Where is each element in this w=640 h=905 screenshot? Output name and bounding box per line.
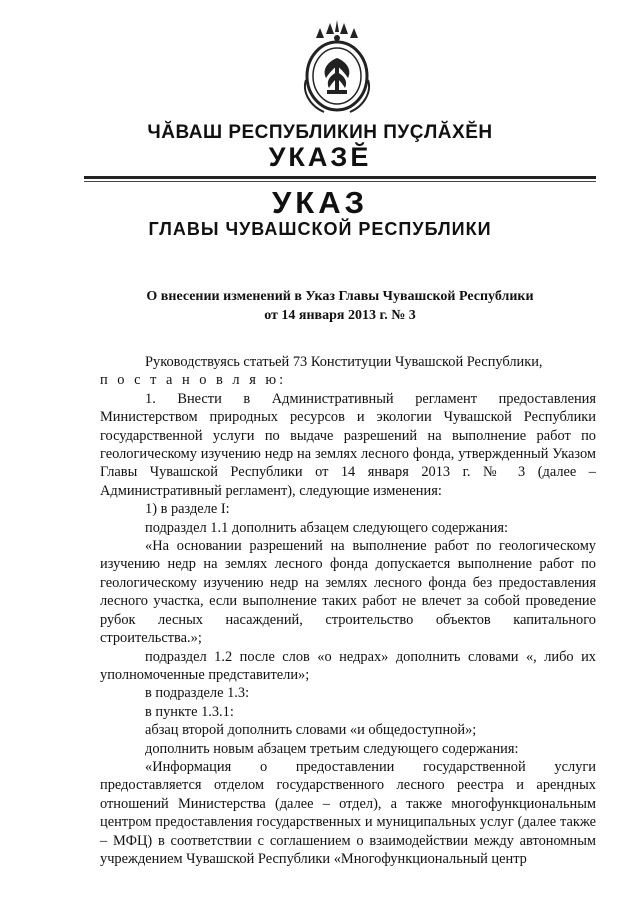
header-divider-thick <box>84 176 596 179</box>
paragraph-subsection-1-1: подраздел 1.1 дополнить абзацем следующего содержания: <box>145 519 508 536</box>
paragraph-subsection-1-2: подраздел 1.2 после слов «о недрах» дополнить словами «, либо их уполномоченные представители»; <box>100 648 596 683</box>
header-divider-thin <box>84 181 596 182</box>
chuvash-header-line2: УКАЗĔ <box>268 142 372 172</box>
russian-header-title: УКАЗ <box>271 185 368 220</box>
paragraph-quote-1: «На основании разрешений на выполнение работ по геологическому изучению недр на землях лесного фонда допускается выполнение работ по геологическому изучению недр на землях лесного фонда без предоставления лесного участка, если выполнение таких работ не влечет за собой проведение рубок лесных насаждений, строительство объектов капитального строительства.»; <box>100 538 596 647</box>
document-title <box>100 287 580 325</box>
paragraph-subsection-1-3: в подразделе 1.3: <box>145 685 250 702</box>
paragraph-quote-2: «Информация о предоставлении государственной услуги предоставляется отделом государственного лесного реестра и арендных отношений Министерства (далее – отдел), а также многофункциональным центром предоставления государственных и муниципальных услуг (далее также – МФЦ) в соответствии с соглашением о взаимодействии между автономным учреждением Чувашской Республики «Многофункциональный центр <box>100 758 596 867</box>
paragraph-item-1: 1. Внести в Административный регламент предоставления Министерством природных ресурсов и экологии Чувашской Республики государственной услуги по выдаче разрешений на выполнение работ по геологическому изучению недр на землях лесного фонда, утвержденный Указом Главы Чувашской Республики от 14 января 2013 г. № 3 (далее – Административный регламент), следующие изменения: <box>100 390 596 499</box>
paragraph-abzac-3: дополнить новым абзацем третьим следующего содержания: <box>145 740 519 757</box>
russian-header-subtitle: ГЛАВЫ ЧУВАШСКОЙ РЕСПУБЛИКИ <box>148 219 492 239</box>
paragraph-point-1-3-1: в пункте 1.3.1: <box>145 703 234 720</box>
document-title-line1: О внесении изменений в Указ Главы Чувашской Республики <box>146 289 534 304</box>
paragraph-decree: п о с т а н о в л я ю: <box>100 372 287 389</box>
paragraph-abzac-2: абзац второй дополнить словами «и общедоступной»; <box>145 722 477 739</box>
paragraph-preamble: Руководствуясь статьей 73 Конституции Чувашской Республики, <box>145 354 543 370</box>
document-title-line2: от 14 января 2013 г. № 3 <box>264 308 416 323</box>
coat-of-arms-icon <box>294 20 380 118</box>
paragraph-section-1: 1) в разделе I: <box>145 501 230 518</box>
document-body <box>100 353 596 868</box>
chuvash-header-line1: ЧĂВАШ РЕСПУБЛИКИН ПУÇЛĂХĔН <box>147 122 493 143</box>
